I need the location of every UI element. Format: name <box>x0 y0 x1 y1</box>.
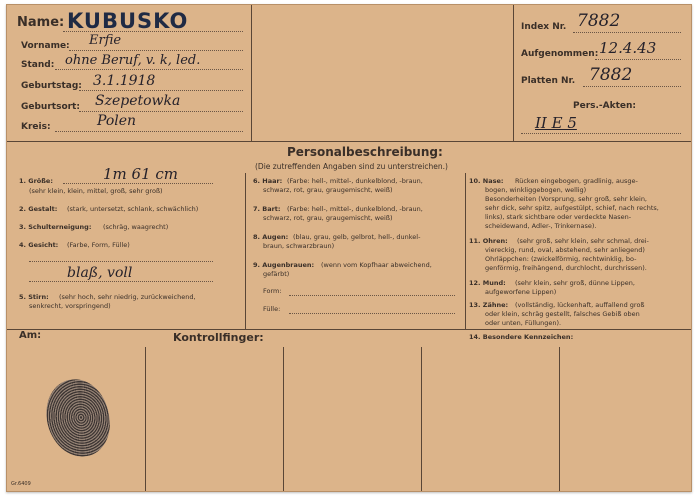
gesicht-value: blaß, voll <box>67 265 133 281</box>
haar-label: 6. Haar: <box>253 177 283 185</box>
personal-description-subtitle: (Die zutreffenden Angaben sind zu unterstreichen.) <box>255 162 448 171</box>
divider-finger-2 <box>283 347 284 491</box>
mund-line-1: (sehr klein, sehr groß, dünne Lippen, <box>515 279 635 287</box>
stirn-options-2: senkrecht, vorspringend) <box>29 302 111 310</box>
platten-value: 7882 <box>589 65 633 85</box>
akten-value: II E 5 <box>535 114 577 132</box>
groesse-value: 1m 61 cm <box>103 165 179 183</box>
ohren-line-1: (sehr groß, sehr klein, sehr schmal, drei- <box>517 237 649 245</box>
print-code: Gr.6409 <box>11 481 31 487</box>
platten-label: Platten Nr. <box>521 76 576 86</box>
aufgenommen-line <box>595 59 681 60</box>
nase-line-1: Rücken eingebogen, gradlinig, ausge- <box>515 177 638 185</box>
bart-options-1: (Farbe: hell-, mittel-, dunkelblond, -braun, <box>287 205 423 213</box>
divider-top-section <box>7 141 691 142</box>
gestalt-options: (stark, untersetzt, schlank, schwächlich) <box>67 205 199 213</box>
stand-line <box>55 69 243 70</box>
akten-line <box>521 133 681 134</box>
nase-line-2: bogen, winkliggebogen, wellig) <box>485 186 587 194</box>
divider-finger-4 <box>559 347 560 491</box>
name-line <box>63 31 243 32</box>
index-label: Index Nr. <box>521 22 567 32</box>
kontrollfinger-label: Kontrollfinger: <box>173 331 264 344</box>
kreis-value: Polen <box>97 113 137 129</box>
gesicht-options: (Farbe, Form, Fülle) <box>67 241 130 249</box>
stirn-label: 5. Stirn: <box>19 293 49 301</box>
kennzeichen-label: 14. Besondere Kennzeichen: <box>469 333 574 341</box>
ohren-line-3: Ohrläppchen: (zwickelförmig, rechtwinklig, bo- <box>485 255 637 263</box>
stand-value: ohne Beruf, v. k, led. <box>65 53 201 68</box>
divider-top-left <box>251 5 252 141</box>
vorname-label: Vorname: <box>21 41 70 51</box>
divider-col2 <box>465 173 466 329</box>
ohren-line-2: viereckig, rund, oval, abstehend, sehr anliegend) <box>485 246 645 254</box>
nase-line-3: Besonderheiten (Vorsprung, sehr groß, sehr klein, <box>485 195 647 203</box>
augen-label: 8. Augen: <box>253 233 289 241</box>
divider-finger-3 <box>421 347 422 491</box>
fuelle-label: Fülle: <box>263 305 281 313</box>
ohren-line-4: genförmig, freihängend, durchlocht, durchrissen). <box>485 264 647 272</box>
platten-line <box>583 86 681 87</box>
geburtsort-value: Szepetowka <box>95 93 181 109</box>
zaehne-line-3: oder unten, Füllungen). <box>485 319 562 327</box>
aufgenommen-value: 12.4.43 <box>599 39 657 57</box>
schulterneigung-options: (schräg, waagrecht) <box>103 223 169 231</box>
zaehne-label: 13. Zähne: <box>469 301 509 309</box>
zaehne-line-1: (vollständig, lückenhaft, auffallend groß <box>515 301 645 309</box>
augenbrauen-label: 9. Augenbrauen: <box>253 261 315 269</box>
haar-options-2: schwarz, rot, grau, graugemischt, weiß) <box>263 186 393 194</box>
vorname-value: Erfie <box>89 33 122 48</box>
vorname-line <box>69 50 243 51</box>
groesse-options: (sehr klein, klein, mittel, groß, sehr groß) <box>29 187 163 195</box>
geburtsort-label: Geburtsort: <box>21 102 80 112</box>
groesse-label: 1. Größe: <box>19 177 53 185</box>
identity-card <box>6 4 692 492</box>
augenbrauen-options-2: gefärbt) <box>263 270 290 278</box>
geburtsort-line <box>79 111 243 112</box>
geburtstag-label: Geburtstag: <box>21 81 82 91</box>
divider-top-right <box>513 5 514 141</box>
index-line <box>573 32 681 33</box>
gestalt-label: 2. Gestalt: <box>19 205 58 213</box>
fingerprint-image <box>41 374 116 462</box>
bart-label: 7. Bart: <box>253 205 281 213</box>
mund-label: 12. Mund: <box>469 279 506 287</box>
stirn-options-1: (sehr hoch, sehr niedrig, zurückweichend, <box>59 293 196 301</box>
form-label: Form: <box>263 287 282 295</box>
bart-options-2: schwarz, rot, grau, graugemischt, weiß) <box>263 214 393 222</box>
fuelle-line <box>289 313 455 314</box>
augen-options-2: braun, schwarzbraun) <box>263 242 335 250</box>
name-label: Name: <box>17 15 65 30</box>
kreis-label: Kreis: <box>21 122 51 132</box>
index-value: 7882 <box>577 11 621 31</box>
schulterneigung-label: 3. Schulterneigung: <box>19 223 92 231</box>
nase-line-6: scheidewand, Adler-, Trinkernase). <box>485 222 597 230</box>
form-line <box>289 295 455 296</box>
divider-middle-section <box>7 329 691 330</box>
zaehne-line-2: oder klein, schräg gestellt, falsches Gebiß oben <box>485 310 640 318</box>
divider-col1 <box>245 173 246 329</box>
geburtstag-line <box>79 90 243 91</box>
gesicht-line-1 <box>29 261 213 262</box>
name-value: KUBUSKO <box>67 9 189 33</box>
augen-options-1: (blau, grau, gelb, gelbrot, hell-, dunkel- <box>293 233 421 241</box>
gesicht-label: 4. Gesicht: <box>19 241 59 249</box>
nase-line-4: sehr dick, sehr spitz, aufgestülpt, schief, nach rechts, <box>485 204 659 212</box>
ohren-label: 11. Ohren: <box>469 237 508 245</box>
nase-line-5: links), stark sichtbare oder verdeckte Nasen- <box>485 213 632 221</box>
nase-label: 10. Nase: <box>469 177 504 185</box>
personal-description-title: Personalbeschreibung: <box>287 145 443 159</box>
divider-finger-1 <box>145 347 146 491</box>
stand-label: Stand: <box>21 60 55 70</box>
groesse-line <box>63 183 213 184</box>
mund-line-2: aufgeworfene Lippen) <box>485 288 557 296</box>
aufgenommen-label: Aufgenommen: <box>521 49 599 59</box>
kreis-line <box>55 131 243 132</box>
geburtstag-value: 3.1.1918 <box>93 73 156 89</box>
am-label: Am: <box>19 330 42 341</box>
akten-label: Pers.-Akten: <box>573 101 637 111</box>
gesicht-line-2 <box>29 281 213 282</box>
augenbrauen-options-1: (wenn vom Kopfhaar abweichend, <box>321 261 432 269</box>
haar-options-1: (Farbe: hell-, mittel-, dunkelblond, -braun, <box>287 177 423 185</box>
